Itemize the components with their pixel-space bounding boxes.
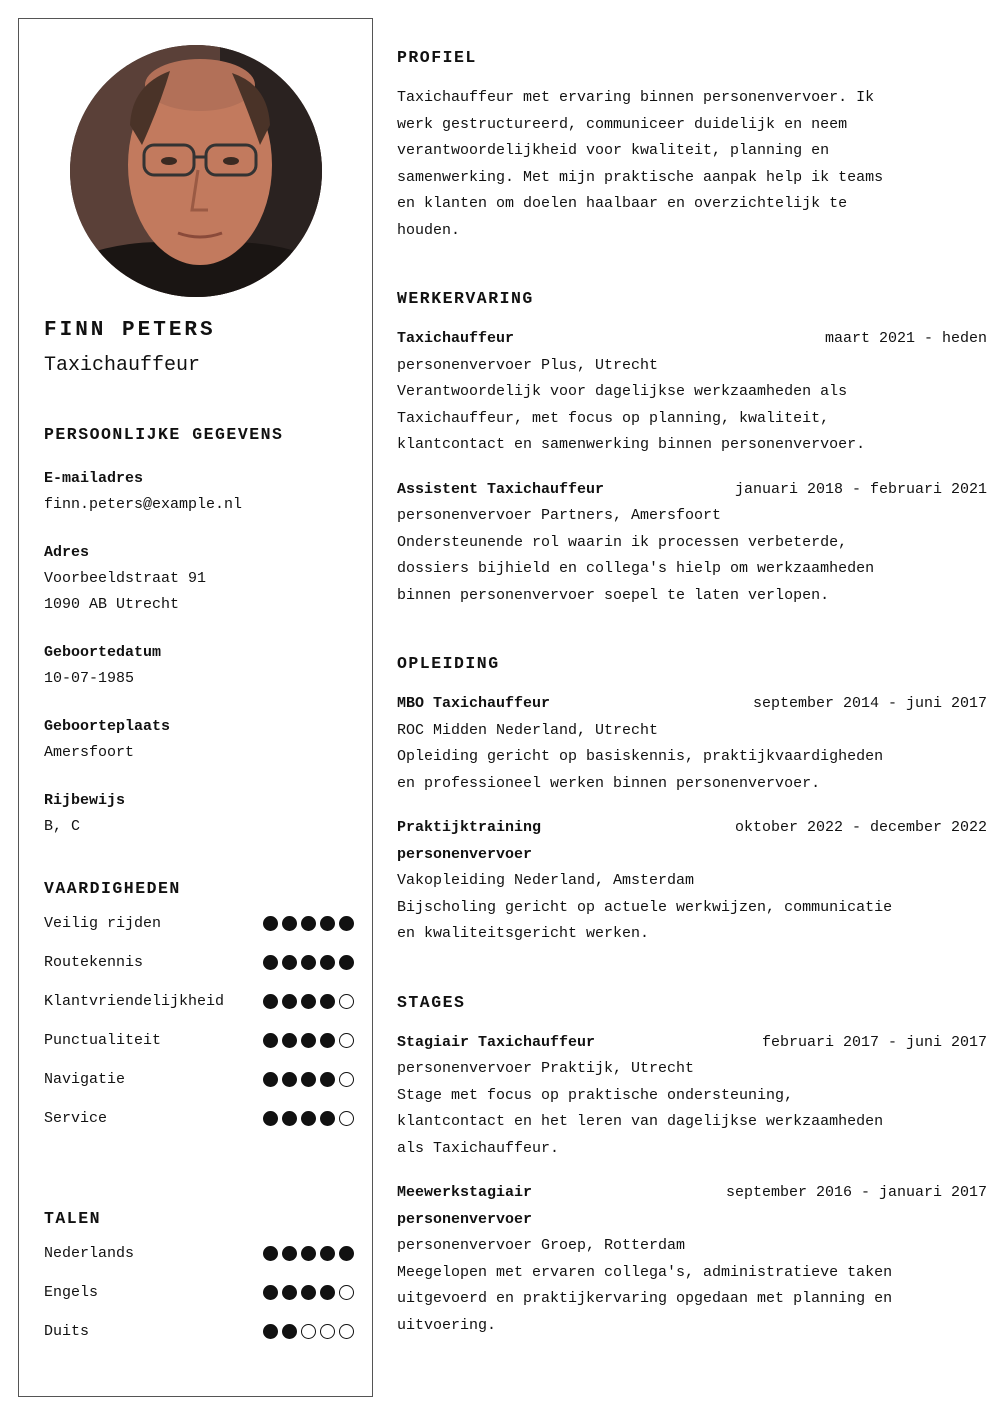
section-heading: WERKERVARING (397, 289, 534, 308)
entry (397, 691, 987, 797)
detail-value: finn.peters@example.nl (44, 496, 243, 513)
empty-dot-icon (320, 1324, 335, 1339)
section (397, 646, 987, 948)
filled-dot-icon (320, 916, 335, 931)
filled-dot-icon (263, 1246, 278, 1261)
profile-photo (70, 45, 322, 297)
rating-dots (263, 1072, 354, 1087)
rating-row (44, 1066, 354, 1093)
entry-header (397, 691, 987, 718)
filled-dot-icon (282, 1285, 297, 1300)
empty-dot-icon (339, 994, 354, 1009)
entry-title: Stagiair Taxichauffeur (397, 1033, 596, 1051)
filled-dot-icon (339, 916, 354, 931)
filled-dot-icon (320, 1285, 335, 1300)
detail-value: B, C (44, 818, 81, 835)
languages-section (44, 1209, 354, 1345)
rating-row (44, 910, 354, 937)
filled-dot-icon (282, 1324, 297, 1339)
entry-date: februari 2017 - juni 2017 (761, 1033, 987, 1051)
entry-header (397, 815, 987, 842)
filled-dot-icon (282, 1246, 297, 1261)
filled-dot-icon (263, 994, 278, 1009)
rating-dots (263, 1324, 354, 1339)
sidebar (18, 18, 373, 1397)
filled-dot-icon (320, 1072, 335, 1087)
filled-dot-icon (282, 955, 297, 970)
profile-line: en klanten om doelen haalbaar en overzichtelijk te (397, 195, 848, 212)
entry-date: oktober 2022 - december 2022 (734, 819, 987, 836)
cv-sections (397, 281, 987, 1339)
filled-dot-icon (282, 1072, 297, 1087)
entry (397, 815, 987, 948)
person-name: FINN PETERS (44, 319, 216, 342)
languages-heading: TALEN (44, 1209, 102, 1228)
entry-date: maart 2021 - heden (824, 330, 987, 347)
rating-row (44, 1318, 354, 1345)
main-content (397, 40, 987, 1339)
profile-text (397, 85, 987, 244)
entry-line: klantcontact en het leren van dagelijkse werkzaamheden (397, 1113, 884, 1130)
entry-org: Vakopleiding Nederland, Amsterdam (397, 872, 695, 889)
rating-name: Veilig rijden (44, 915, 162, 932)
detail-value: 10-07-1985 (44, 670, 135, 687)
entry-org: personenvervoer Plus, Utrecht (397, 356, 659, 374)
rating-row (44, 988, 354, 1015)
profile-line: samenwerking. Met mijn praktische aanpak help ik teams (397, 168, 884, 186)
section (397, 985, 987, 1340)
detail-birthplace (44, 714, 354, 766)
rating-name: Duits (44, 1323, 90, 1340)
rating-dots (263, 1285, 354, 1300)
entry (397, 477, 987, 610)
skills-list (44, 910, 354, 1132)
filled-dot-icon (320, 955, 335, 970)
entry-org: personenvervoer Groep, Rotterdam (397, 1237, 686, 1254)
detail-label: Adres (44, 544, 90, 561)
filled-dot-icon (301, 1033, 316, 1048)
entry (397, 1180, 987, 1339)
entry-title-cont: personenvervoer (397, 845, 533, 863)
entry-line: dossiers bijhield en collega's hielp om werkzaamheden (397, 560, 875, 577)
rating-name: Engels (44, 1284, 99, 1301)
filled-dot-icon (301, 916, 316, 931)
entry (397, 1030, 987, 1163)
entry-line: Taxichauffeur, met focus op planning, kwaliteit, (397, 409, 830, 427)
entry-title: MBO Taxichauffeur (397, 695, 551, 712)
filled-dot-icon (282, 1033, 297, 1048)
personal-details (44, 425, 354, 862)
rating-dots (263, 1033, 354, 1048)
entry-title: Meewerkstagiair (397, 1184, 533, 1201)
detail-label: Geboortedatum (44, 644, 162, 661)
detail-address (44, 540, 354, 618)
empty-dot-icon (339, 1072, 354, 1087)
filled-dot-icon (263, 1324, 278, 1339)
entry-line: als Taxichauffeur. (397, 1139, 560, 1157)
rating-name: Service (44, 1110, 108, 1127)
entry-line: Verantwoordelijk voor dagelijkse werkzaamheden als (397, 383, 848, 400)
personal-heading: PERSOONLIJKE GEGEVENS (44, 425, 284, 444)
entry-date: september 2014 - juni 2017 (752, 695, 987, 712)
filled-dot-icon (263, 1111, 278, 1126)
filled-dot-icon (263, 1072, 278, 1087)
detail-license (44, 788, 354, 840)
detail-label: Rijbewijs (44, 792, 126, 809)
detail-birthdate (44, 640, 354, 692)
entry-line: Meegelopen met ervaren collega's, administratieve taken (397, 1263, 893, 1281)
detail-email (44, 466, 354, 518)
entry-line: uitvoering. (397, 1316, 497, 1334)
filled-dot-icon (263, 955, 278, 970)
rating-row (44, 1027, 354, 1054)
languages-list (44, 1240, 354, 1345)
rating-row (44, 949, 354, 976)
entry-line: uitgevoerd en praktijkervaring opgedaan met planning en (397, 1290, 893, 1307)
profile-line: verantwoordelijkheid voor kwaliteit, planning en (397, 142, 830, 159)
rating-name: Navigatie (44, 1071, 126, 1088)
filled-dot-icon (282, 916, 297, 931)
profile-section (397, 40, 987, 244)
rating-name: Routekennis (44, 954, 144, 971)
rating-dots (263, 916, 354, 931)
entry-line: en professioneel werken binnen personenvervoer. (397, 774, 821, 792)
section (397, 281, 987, 609)
rating-dots (263, 955, 354, 970)
entry-title: Praktijktraining (397, 819, 542, 836)
entry-org: ROC Midden Nederland, Utrecht (397, 721, 659, 739)
entry-header (397, 1180, 987, 1207)
empty-dot-icon (301, 1324, 316, 1339)
profile-heading: PROFIEL (397, 48, 477, 67)
filled-dot-icon (320, 1033, 335, 1048)
filled-dot-icon (339, 1246, 354, 1261)
detail-value: Voorbeeldstraat 91 (44, 570, 207, 587)
entry-line: en kwaliteitsgericht werken. (397, 925, 650, 942)
rating-row (44, 1240, 354, 1267)
rating-row (44, 1279, 354, 1306)
profile-line: houden. (397, 221, 461, 239)
filled-dot-icon (301, 1285, 316, 1300)
entry-title: Assistent Taxichauffeur (397, 480, 605, 498)
filled-dot-icon (320, 1246, 335, 1261)
filled-dot-icon (301, 955, 316, 970)
detail-value: 1090 AB Utrecht (44, 596, 180, 613)
filled-dot-icon (301, 994, 316, 1009)
portrait-illustration (70, 45, 322, 297)
entry-title: Taxichauffeur (397, 330, 515, 347)
entry-line: Stage met focus op praktische ondersteuning, (397, 1086, 794, 1104)
empty-dot-icon (339, 1324, 354, 1339)
detail-label: E-mailadres (44, 470, 144, 487)
rating-name: Nederlands (44, 1245, 135, 1262)
detail-label: Geboorteplaats (44, 718, 171, 735)
profile-line: Taxichauffeur met ervaring binnen personenvervoer. Ik (397, 89, 875, 106)
rating-dots (263, 1246, 354, 1261)
empty-dot-icon (339, 1033, 354, 1048)
filled-dot-icon (301, 1111, 316, 1126)
rating-name: Punctualiteit (44, 1032, 162, 1049)
filled-dot-icon (263, 1033, 278, 1048)
filled-dot-icon (320, 1111, 335, 1126)
entry-line: Opleiding gericht op basiskennis, praktijkvaardigheden (397, 748, 884, 765)
entry-date: september 2016 - januari 2017 (725, 1184, 987, 1201)
filled-dot-icon (282, 1111, 297, 1126)
rating-dots (263, 1111, 354, 1126)
section-heading: STAGES (397, 992, 466, 1012)
filled-dot-icon (339, 955, 354, 970)
skills-heading: VAARDIGHEDEN (44, 879, 181, 898)
skills-section (44, 879, 354, 1132)
detail-value: Amersfoort (44, 744, 135, 761)
rating-dots (263, 994, 354, 1009)
filled-dot-icon (282, 994, 297, 1009)
entry-org: personenvervoer Partners, Amersfoort (397, 507, 722, 524)
entry-header (397, 477, 987, 504)
filled-dot-icon (320, 994, 335, 1009)
rating-name: Klantvriendelijkheid (44, 993, 225, 1010)
entry-title-cont: personenvervoer (397, 1210, 533, 1228)
entry-line: binnen personenvervoer soepel te laten verlopen. (397, 586, 830, 604)
profile-line: werk gestructureerd, communiceer duidelijk en neem (397, 115, 848, 133)
entry (397, 326, 987, 459)
filled-dot-icon (301, 1246, 316, 1261)
entry-line: klantcontact en samenwerking binnen personenvervoer. (397, 436, 866, 453)
empty-dot-icon (339, 1285, 354, 1300)
entry-date: januari 2018 - februari 2021 (734, 480, 987, 498)
person-title: Taxichauffeur (44, 354, 201, 377)
filled-dot-icon (301, 1072, 316, 1087)
entry-line: Bijscholing gericht op actuele werkwijzen, communicatie (397, 898, 893, 916)
empty-dot-icon (339, 1111, 354, 1126)
rating-row (44, 1105, 354, 1132)
entry-line: Ondersteunende rol waarin ik processen verbeterde, (397, 533, 848, 551)
section-heading: OPLEIDING (397, 654, 500, 673)
filled-dot-icon (263, 1285, 278, 1300)
filled-dot-icon (263, 916, 278, 931)
entry-org: personenvervoer Praktijk, Utrecht (397, 1060, 695, 1077)
entry-header (397, 1030, 987, 1057)
entry-header (397, 326, 987, 353)
